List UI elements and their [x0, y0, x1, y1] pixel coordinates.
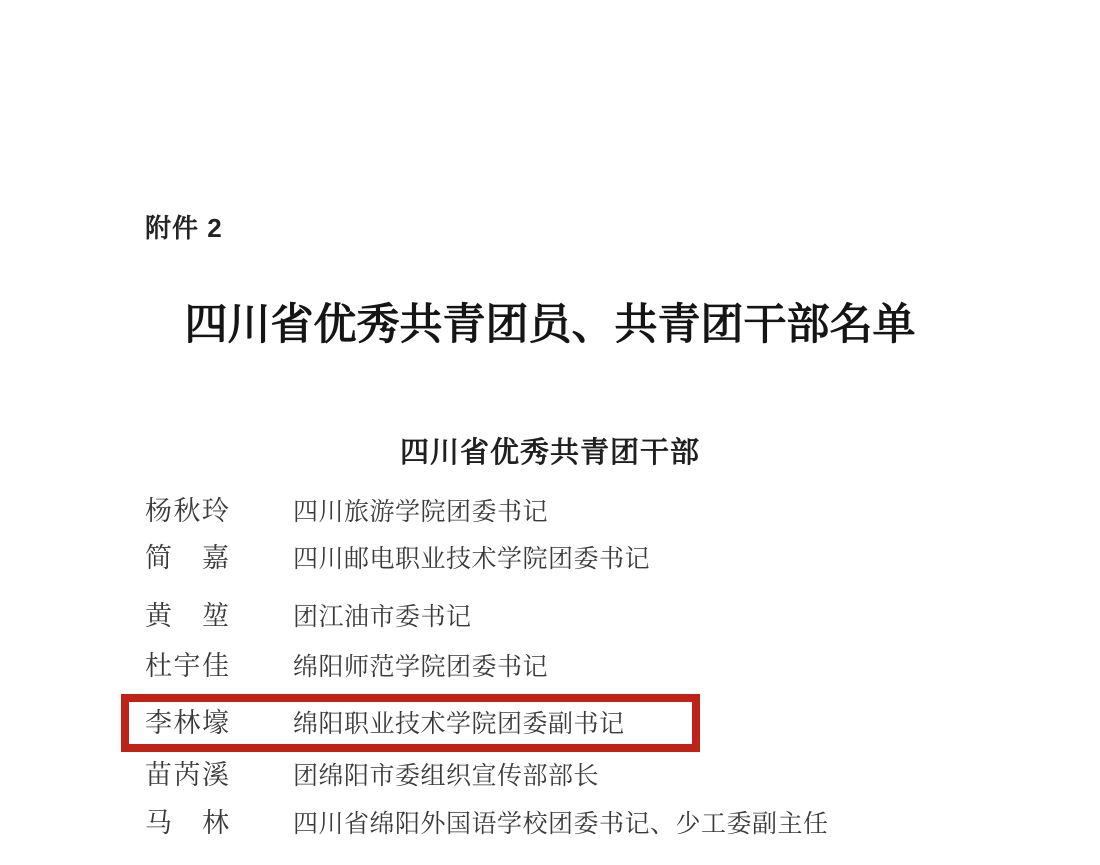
awardee-position: 团绵阳市委组织宣传部部长 — [293, 763, 600, 790]
awardee-name: 李林壕 — [145, 708, 231, 738]
awardee-name: 杨秋玲 — [145, 496, 231, 526]
section-heading: 四川省优秀共青团干部 — [399, 437, 700, 469]
awardee-position: 绵阳师范学院团委书记 — [293, 654, 549, 681]
list-row — [145, 541, 650, 580]
awardee-position: 四川省绵阳外国语学校团委书记、少工委副主任 — [293, 811, 829, 838]
attachment-label: 附件 2 — [145, 213, 223, 243]
list-row — [145, 706, 625, 745]
awardee-position: 绵阳职业技术学院团委副书记 — [293, 711, 625, 738]
awardee-name: 杜宇佳 — [145, 651, 231, 681]
list-row — [145, 758, 599, 797]
list-row — [145, 806, 829, 845]
page-title: 四川省优秀共青团员、共青团干部名单 — [184, 302, 916, 349]
awardee-position: 四川邮电职业技术学院团委书记 — [293, 546, 651, 573]
awardee-name: 苗芮溪 — [145, 760, 231, 790]
awardee-name: 简 嘉 — [145, 543, 231, 573]
awardee-name: 黄 堃 — [145, 601, 231, 631]
list-row — [145, 494, 548, 533]
list-row — [145, 599, 472, 638]
awardee-name: 马 林 — [145, 808, 231, 838]
awardee-position: 团江油市委书记 — [293, 604, 472, 631]
list-row — [145, 649, 548, 688]
awardee-position: 四川旅游学院团委书记 — [293, 499, 549, 526]
